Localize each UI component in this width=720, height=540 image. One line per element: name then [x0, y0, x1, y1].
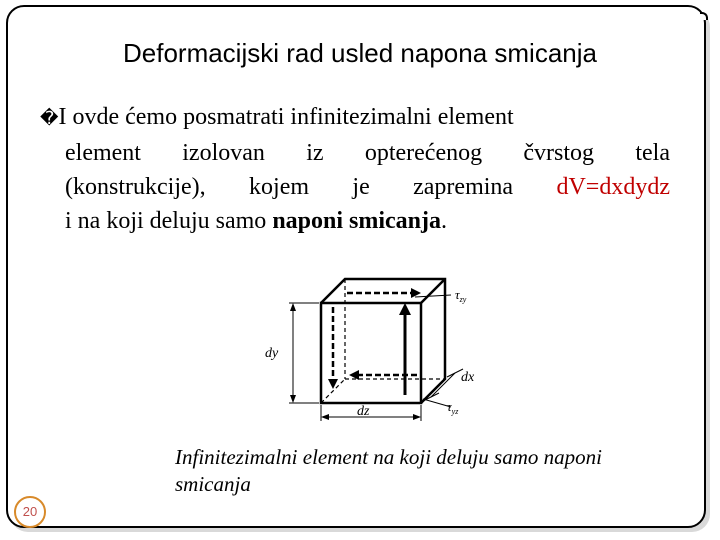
shear-element-diagram [255, 265, 505, 425]
label-dz: dz [357, 404, 370, 419]
slide-paragraph [40, 100, 670, 238]
paragraph-line-3-text: (konstrukcije), kojem je zapremina [65, 174, 557, 200]
label-dx: dx [461, 370, 475, 385]
figure-caption: Infinitezimalni element na koji deluju samo naponi smicanja [175, 445, 602, 496]
cube-top-right-edge [421, 279, 445, 303]
paragraph-line-1-text: I ovde ćemo posmatrati infinitezimalni element [58, 104, 514, 130]
paragraph-line-3 [40, 170, 670, 204]
paragraph-line-2: element izolovan iz opterećenog čvrstog tela [65, 140, 670, 166]
label-tau-zy: $\tau_{zy}$ [455, 287, 467, 304]
paragraph-line-4-suffix: . [441, 208, 448, 234]
slide-title: Deformacijski rad usled napona smicanja [122, 38, 597, 68]
paragraph-line-1 [40, 100, 670, 136]
figure-labels [265, 287, 475, 419]
paragraph-line-4 [40, 204, 670, 238]
label-tau-yz: $\tau_{yz}$ [447, 399, 459, 416]
paragraph-line-4-text: i na koji deluju samo [65, 208, 273, 234]
volume-formula: dV=dxdydz [556, 174, 670, 200]
shear-stress-term: naponi smicanja [272, 208, 442, 234]
slide-corner [700, 12, 708, 20]
bullet-icon: � [40, 108, 59, 129]
label-dy: dy [265, 346, 279, 361]
cube-drawing [321, 279, 445, 403]
page-number-badge: 20 [14, 496, 46, 528]
